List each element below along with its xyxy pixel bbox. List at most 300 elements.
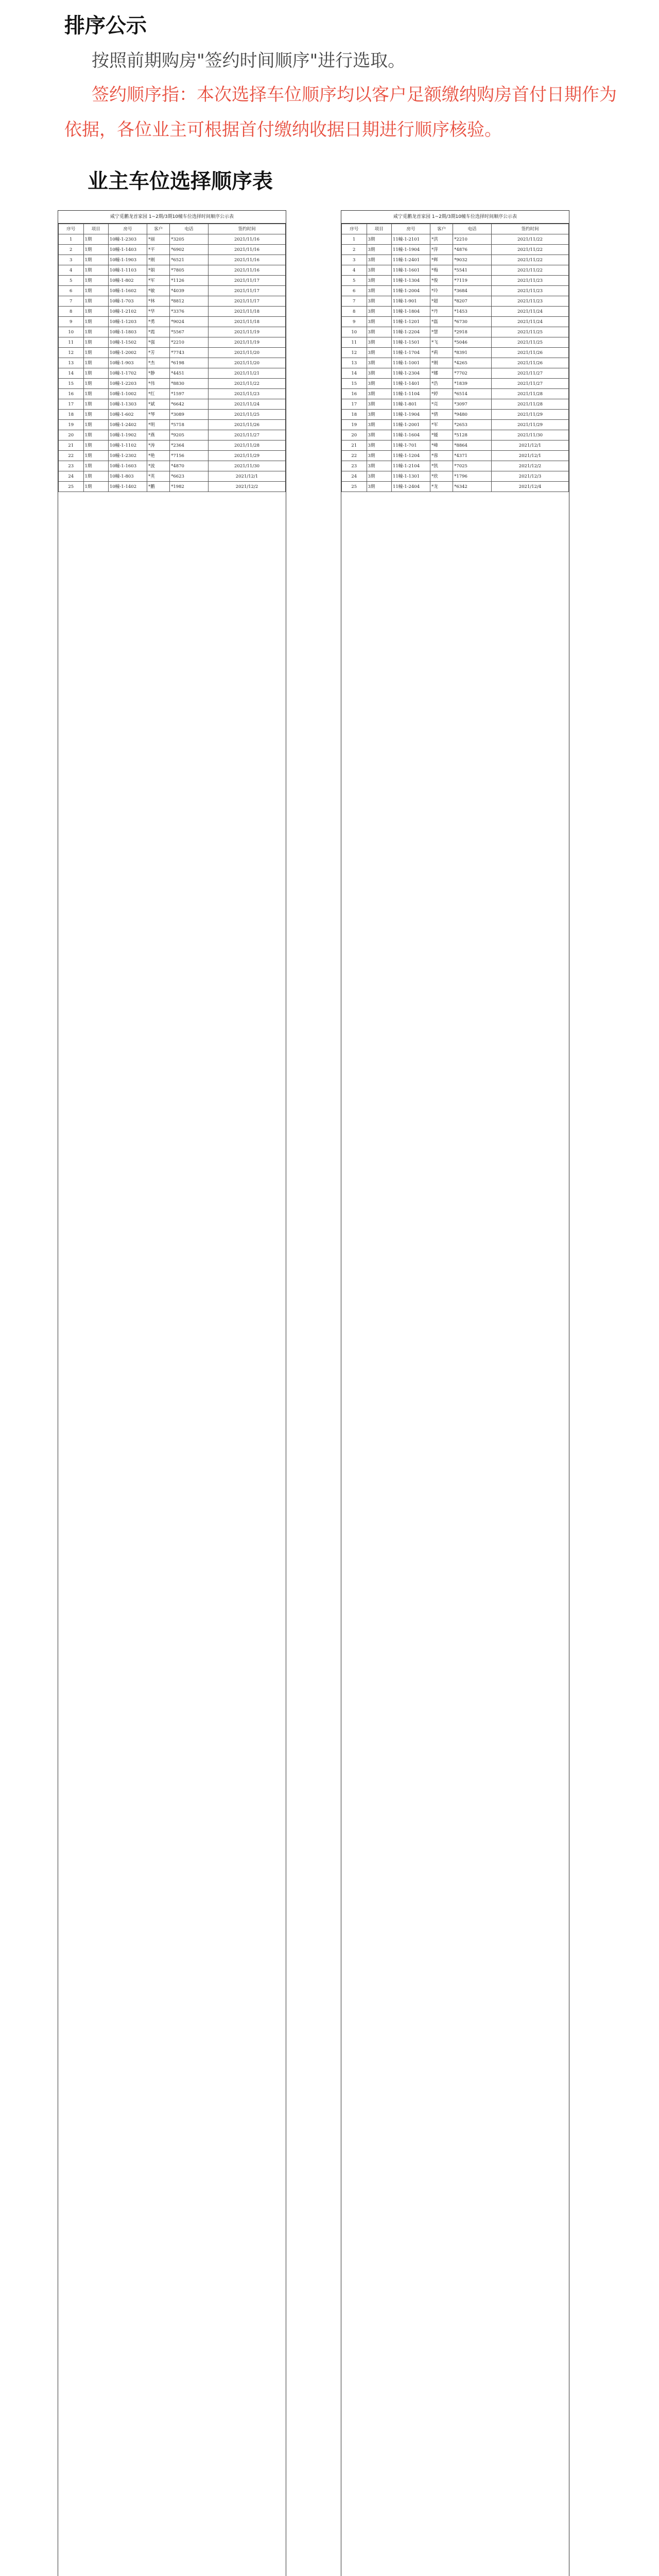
table-row xyxy=(342,265,569,276)
right-order-table xyxy=(341,210,569,2576)
row-room: 11幢-1-2004 xyxy=(392,286,430,296)
row-project: 1期 xyxy=(83,482,109,492)
row-seq: 3 xyxy=(342,255,367,265)
row-customer: *洪 xyxy=(430,234,453,245)
table-row xyxy=(342,379,569,389)
col-header-phone: 电话 xyxy=(453,224,492,234)
row-customer: *娟 xyxy=(147,265,169,276)
row-seq: 1 xyxy=(59,234,84,245)
table-row xyxy=(59,451,286,461)
row-phone: *7702 xyxy=(453,368,492,379)
row-room: 10幢-1-1902 xyxy=(109,430,147,440)
row-room: 10幢-1-1803 xyxy=(109,327,147,337)
row-seq: 16 xyxy=(59,389,84,399)
row-project: 1期 xyxy=(83,440,109,451)
table-row xyxy=(59,265,286,276)
row-phone: *2918 xyxy=(453,327,492,337)
row-phone: *1839 xyxy=(453,379,492,389)
row-date: 2021/11/26 xyxy=(492,348,569,358)
row-project: 1期 xyxy=(83,296,109,307)
row-project: 1期 xyxy=(83,461,109,471)
row-seq: 20 xyxy=(342,430,367,440)
right-table-grid xyxy=(341,224,569,492)
row-project: 3期 xyxy=(367,471,392,482)
row-room: 10幢-1-1402 xyxy=(109,482,147,492)
row-customer: *媛 xyxy=(430,430,453,440)
row-phone: *8207 xyxy=(453,296,492,307)
table-row xyxy=(59,420,286,430)
row-seq: 17 xyxy=(59,399,84,410)
row-seq: 11 xyxy=(59,337,84,348)
row-phone: *4265 xyxy=(453,358,492,368)
table-row xyxy=(342,358,569,368)
row-project: 3期 xyxy=(367,379,392,389)
row-room: 11幢-1-1904 xyxy=(392,410,430,420)
row-phone: *2653 xyxy=(453,420,492,430)
row-phone: *1796 xyxy=(453,471,492,482)
row-date: 2021/11/22 xyxy=(492,265,569,276)
row-seq: 25 xyxy=(342,482,367,492)
col-header-room: 房号 xyxy=(109,224,147,234)
row-room: 11幢-1-1204 xyxy=(392,451,430,461)
table-row xyxy=(342,307,569,317)
row-customer: *伟 xyxy=(147,379,169,389)
row-room: 10幢-1-1102 xyxy=(109,440,147,451)
row-room: 11幢-1-701 xyxy=(392,440,430,451)
row-seq: 14 xyxy=(59,368,84,379)
row-project: 3期 xyxy=(367,440,392,451)
row-date: 2021/11/29 xyxy=(492,410,569,420)
right-table-caption: 咸宁觅鹏龙首家园 1~2期/3期10幢车位选择时间顺序公示表 xyxy=(341,211,569,224)
col-header-date: 签约时间 xyxy=(492,224,569,234)
left-table-header-row xyxy=(59,224,286,234)
row-phone: *6730 xyxy=(453,317,492,327)
row-project: 3期 xyxy=(367,461,392,471)
row-project: 3期 xyxy=(367,451,392,461)
row-date: 2021/12/4 xyxy=(492,482,569,492)
row-customer: *英 xyxy=(147,471,169,482)
row-phone: *9205 xyxy=(170,430,209,440)
table-row xyxy=(59,327,286,337)
row-seq: 9 xyxy=(342,317,367,327)
table-row xyxy=(59,234,286,245)
col-header-phone: 电话 xyxy=(170,224,209,234)
row-phone: *6902 xyxy=(170,245,209,255)
row-project: 3期 xyxy=(367,286,392,296)
row-phone: *7156 xyxy=(170,451,209,461)
table-row xyxy=(342,286,569,296)
row-customer: *林 xyxy=(147,296,169,307)
row-customer: *峰 xyxy=(430,440,453,451)
row-phone: *5046 xyxy=(453,337,492,348)
row-seq: 21 xyxy=(59,440,84,451)
left-table-body xyxy=(59,234,286,492)
row-date: 2021/11/25 xyxy=(492,327,569,337)
table-row xyxy=(342,368,569,379)
row-seq: 4 xyxy=(342,265,367,276)
row-room: 11幢-1-1904 xyxy=(392,245,430,255)
row-room: 10幢-1-602 xyxy=(109,410,147,420)
row-customer: *凯 xyxy=(430,461,453,471)
row-phone: *4451 xyxy=(170,368,209,379)
row-date: 2021/11/29 xyxy=(492,420,569,430)
table-row xyxy=(59,296,286,307)
row-date: 2021/11/24 xyxy=(492,317,569,327)
col-header-room: 房号 xyxy=(392,224,430,234)
row-room: 11幢-1-2401 xyxy=(392,255,430,265)
row-customer: *芳 xyxy=(147,348,169,358)
row-customer: *梅 xyxy=(430,265,453,276)
row-customer: *斌 xyxy=(147,399,169,410)
table-row xyxy=(59,358,286,368)
row-phone: *3097 xyxy=(453,399,492,410)
row-room: 10幢-1-1903 xyxy=(109,255,147,265)
row-project: 3期 xyxy=(367,337,392,348)
intro-text: 按照前期购房"签约时间顺序"进行选取。 xyxy=(92,50,406,71)
row-date: 2021/12/1 xyxy=(209,471,286,482)
row-project: 3期 xyxy=(367,430,392,440)
row-date: 2021/11/19 xyxy=(209,337,286,348)
row-seq: 11 xyxy=(342,337,367,348)
row-seq: 8 xyxy=(59,307,84,317)
table-row xyxy=(59,379,286,389)
row-room: 10幢-1-903 xyxy=(109,358,147,368)
row-room: 10幢-1-703 xyxy=(109,296,147,307)
row-phone: *4039 xyxy=(170,286,209,296)
row-room: 11幢-1-2404 xyxy=(392,482,430,492)
row-project: 1期 xyxy=(83,451,109,461)
row-customer: *丹 xyxy=(430,307,453,317)
row-project: 1期 xyxy=(83,337,109,348)
row-room: 11幢-1-1201 xyxy=(392,317,430,327)
row-seq: 18 xyxy=(342,410,367,420)
row-seq: 1 xyxy=(342,234,367,245)
row-date: 2021/11/24 xyxy=(492,307,569,317)
row-seq: 18 xyxy=(59,410,84,420)
row-phone: *7743 xyxy=(170,348,209,358)
row-room: 10幢-1-2203 xyxy=(109,379,147,389)
row-room: 11幢-1-2204 xyxy=(392,327,430,337)
row-seq: 24 xyxy=(342,471,367,482)
table-row xyxy=(342,471,569,482)
row-phone: *4371 xyxy=(453,451,492,461)
row-customer: *飞 xyxy=(430,337,453,348)
row-phone: *7805 xyxy=(170,265,209,276)
row-seq: 24 xyxy=(59,471,84,482)
table-row xyxy=(342,482,569,492)
row-seq: 7 xyxy=(59,296,84,307)
row-date: 2021/12/1 xyxy=(492,451,569,461)
row-customer: *华 xyxy=(147,307,169,317)
row-project: 3期 xyxy=(367,255,392,265)
row-room: 10幢-1-2102 xyxy=(109,307,147,317)
row-project: 3期 xyxy=(367,327,392,337)
row-room: 10幢-1-1502 xyxy=(109,337,147,348)
row-project: 3期 xyxy=(367,389,392,399)
row-project: 3期 xyxy=(367,245,392,255)
table-row xyxy=(342,451,569,461)
row-phone: *1453 xyxy=(453,307,492,317)
row-date: 2021/11/22 xyxy=(492,245,569,255)
row-project: 1期 xyxy=(83,307,109,317)
row-room: 11幢-1-801 xyxy=(392,399,430,410)
row-customer: *刚 xyxy=(430,358,453,368)
row-customer: *军 xyxy=(430,420,453,430)
row-phone: *3205 xyxy=(170,234,209,245)
row-phone: *3376 xyxy=(170,307,209,317)
row-customer: *倩 xyxy=(430,410,453,420)
row-customer: *燕 xyxy=(147,430,169,440)
table-row xyxy=(342,234,569,245)
row-room: 11幢-1-1401 xyxy=(392,379,430,389)
row-date: 2021/11/22 xyxy=(492,255,569,265)
notice-text: 签约顺序指：本次选择车位顺序均以客户足额缴纳购房首付日期作为依据，各位业主可根据首付缴纳收据日期进行顺序核验。 xyxy=(64,84,617,140)
row-room: 11幢-1-1604 xyxy=(392,430,430,440)
row-seq: 22 xyxy=(342,451,367,461)
row-customer: *霞 xyxy=(147,327,169,337)
row-date: 2021/11/24 xyxy=(209,399,286,410)
row-seq: 2 xyxy=(342,245,367,255)
row-date: 2021/11/23 xyxy=(492,276,569,286)
table-row xyxy=(59,430,286,440)
row-date: 2021/11/30 xyxy=(209,461,286,471)
row-room: 11幢-1-2001 xyxy=(392,420,430,430)
table-row xyxy=(59,348,286,358)
row-room: 10幢-1-1702 xyxy=(109,368,147,379)
row-phone: *9480 xyxy=(453,410,492,420)
row-project: 1期 xyxy=(83,265,109,276)
row-room: 11幢-1-1301 xyxy=(392,471,430,482)
table-row xyxy=(59,471,286,482)
row-date: 2021/11/28 xyxy=(492,389,569,399)
row-customer: *军 xyxy=(147,276,169,286)
table-row xyxy=(342,410,569,420)
row-project: 1期 xyxy=(83,358,109,368)
row-seq: 4 xyxy=(59,265,84,276)
row-customer: *静 xyxy=(147,368,169,379)
row-customer: *莉 xyxy=(430,348,453,358)
row-project: 3期 xyxy=(367,265,392,276)
row-project: 1期 xyxy=(83,399,109,410)
row-room: 10幢-1-1603 xyxy=(109,461,147,471)
row-seq: 19 xyxy=(59,420,84,430)
row-phone: *5718 xyxy=(170,420,209,430)
row-phone: *6514 xyxy=(453,389,492,399)
left-table-caption: 咸宁觅鹏龙首家园 1~2期/3期10幢车位选择时间顺序公示表 xyxy=(58,211,286,224)
table-row xyxy=(342,430,569,440)
table-row xyxy=(59,410,286,420)
row-room: 10幢-1-2002 xyxy=(109,348,147,358)
row-customer: *鹏 xyxy=(147,482,169,492)
row-seq: 21 xyxy=(342,440,367,451)
row-project: 3期 xyxy=(367,420,392,430)
row-seq: 23 xyxy=(342,461,367,471)
table-row xyxy=(59,317,286,327)
row-customer: *涛 xyxy=(147,440,169,451)
row-seq: 6 xyxy=(59,286,84,296)
row-date: 2021/11/30 xyxy=(492,430,569,440)
row-customer: *艳 xyxy=(147,451,169,461)
row-project: 1期 xyxy=(83,348,109,358)
row-date: 2021/11/23 xyxy=(209,389,286,399)
row-phone: *1126 xyxy=(170,276,209,286)
row-customer: *欣 xyxy=(430,471,453,482)
row-date: 2021/11/25 xyxy=(209,410,286,420)
table-row xyxy=(342,461,569,471)
row-project: 1期 xyxy=(83,368,109,379)
row-date: 2021/11/22 xyxy=(492,234,569,245)
row-phone: *2364 xyxy=(170,440,209,451)
row-room: 11幢-1-1804 xyxy=(392,307,430,317)
row-customer: *辉 xyxy=(430,255,453,265)
row-project: 3期 xyxy=(367,296,392,307)
row-seq: 2 xyxy=(59,245,84,255)
row-phone: *1597 xyxy=(170,389,209,399)
row-phone: *1982 xyxy=(170,482,209,492)
page-title: 排序公示 xyxy=(64,14,147,38)
table-row xyxy=(342,296,569,307)
row-project: 1期 xyxy=(83,234,109,245)
row-phone: *6342 xyxy=(453,482,492,492)
row-customer: *娜 xyxy=(430,368,453,379)
row-customer: *萍 xyxy=(430,245,453,255)
table-row xyxy=(59,440,286,451)
row-date: 2021/11/27 xyxy=(492,368,569,379)
row-project: 1期 xyxy=(83,255,109,265)
row-phone: *8391 xyxy=(453,348,492,358)
row-date: 2021/11/18 xyxy=(209,307,286,317)
row-seq: 12 xyxy=(342,348,367,358)
table-row xyxy=(59,461,286,471)
row-seq: 10 xyxy=(59,327,84,337)
col-header-date: 签约时间 xyxy=(209,224,286,234)
row-date: 2021/11/23 xyxy=(492,286,569,296)
row-seq: 3 xyxy=(59,255,84,265)
row-customer: *磊 xyxy=(430,317,453,327)
row-room: 11幢-1-2304 xyxy=(392,368,430,379)
row-room: 11幢-1-1501 xyxy=(392,337,430,348)
row-room: 11幢-1-1304 xyxy=(392,276,430,286)
row-phone: *6198 xyxy=(170,358,209,368)
row-project: 1期 xyxy=(83,286,109,296)
row-phone: *2210 xyxy=(170,337,209,348)
row-date: 2021/11/22 xyxy=(209,379,286,389)
row-seq: 12 xyxy=(59,348,84,358)
row-project: 1期 xyxy=(83,410,109,420)
row-date: 2021/11/16 xyxy=(209,234,286,245)
row-room: 10幢-1-1602 xyxy=(109,286,147,296)
row-phone: *7119 xyxy=(453,276,492,286)
row-project: 1期 xyxy=(83,276,109,286)
row-seq: 19 xyxy=(342,420,367,430)
row-project: 1期 xyxy=(83,245,109,255)
row-project: 3期 xyxy=(367,234,392,245)
left-order-table xyxy=(58,210,286,2576)
row-phone: *9024 xyxy=(170,317,209,327)
row-customer: *强 xyxy=(147,337,169,348)
row-date: 2021/11/26 xyxy=(492,358,569,368)
row-phone: *8830 xyxy=(170,379,209,389)
row-room: 10幢-1-2302 xyxy=(109,451,147,461)
row-date: 2021/11/28 xyxy=(492,399,569,410)
row-seq: 20 xyxy=(59,430,84,440)
table-row xyxy=(342,317,569,327)
row-project: 3期 xyxy=(367,348,392,358)
row-project: 1期 xyxy=(83,317,109,327)
row-date: 2021/11/17 xyxy=(209,296,286,307)
row-project: 1期 xyxy=(83,420,109,430)
row-date: 2021/11/27 xyxy=(209,430,286,440)
row-seq: 5 xyxy=(342,276,367,286)
row-project: 3期 xyxy=(367,307,392,317)
row-customer: *浩 xyxy=(430,379,453,389)
row-project: 3期 xyxy=(367,410,392,420)
row-customer: *超 xyxy=(430,296,453,307)
row-date: 2021/12/2 xyxy=(209,482,286,492)
table-row xyxy=(342,255,569,265)
col-header-customer: 客户 xyxy=(430,224,453,234)
row-seq: 13 xyxy=(342,358,367,368)
row-phone: *3684 xyxy=(453,286,492,296)
row-project: 1期 xyxy=(83,389,109,399)
row-date: 2021/11/21 xyxy=(209,368,286,379)
left-table-grid xyxy=(58,224,286,492)
row-customer: *红 xyxy=(147,389,169,399)
row-phone: *7025 xyxy=(453,461,492,471)
table-row xyxy=(59,389,286,399)
row-project: 1期 xyxy=(83,379,109,389)
table-row xyxy=(59,276,286,286)
table-row xyxy=(342,245,569,255)
table-row xyxy=(59,399,286,410)
table-row xyxy=(342,337,569,348)
row-customer: *平 xyxy=(147,245,169,255)
row-seq: 5 xyxy=(59,276,84,286)
row-room: 11幢-1-2101 xyxy=(392,234,430,245)
row-customer: *勇 xyxy=(147,317,169,327)
table-row xyxy=(59,337,286,348)
row-seq: 25 xyxy=(59,482,84,492)
row-date: 2021/12/1 xyxy=(492,440,569,451)
row-phone: *8864 xyxy=(453,440,492,451)
row-room: 10幢-1-1303 xyxy=(109,399,147,410)
row-seq: 7 xyxy=(342,296,367,307)
row-customer: *玲 xyxy=(430,286,453,296)
row-room: 10幢-1-803 xyxy=(109,471,147,482)
row-phone: *4870 xyxy=(170,461,209,471)
row-customer: *龙 xyxy=(430,482,453,492)
right-table-header-row xyxy=(342,224,569,234)
row-room: 11幢-1-1001 xyxy=(392,358,430,368)
row-customer: *刚 xyxy=(147,255,169,265)
row-seq: 10 xyxy=(342,327,367,337)
row-phone: *5128 xyxy=(453,430,492,440)
row-seq: 9 xyxy=(59,317,84,327)
row-date: 2021/11/17 xyxy=(209,276,286,286)
row-seq: 14 xyxy=(342,368,367,379)
row-phone: *4876 xyxy=(453,245,492,255)
col-header-seq: 序号 xyxy=(342,224,367,234)
row-customer: *慧 xyxy=(430,327,453,337)
row-room: 10幢-1-1103 xyxy=(109,265,147,276)
col-header-seq: 序号 xyxy=(59,224,84,234)
row-room: 10幢-1-802 xyxy=(109,276,147,286)
row-seq: 8 xyxy=(342,307,367,317)
table-section-title: 业主车位选择顺序表 xyxy=(88,170,273,193)
col-header-customer: 客户 xyxy=(147,224,169,234)
row-customer: *敏 xyxy=(147,286,169,296)
row-room: 11幢-1-901 xyxy=(392,296,430,307)
